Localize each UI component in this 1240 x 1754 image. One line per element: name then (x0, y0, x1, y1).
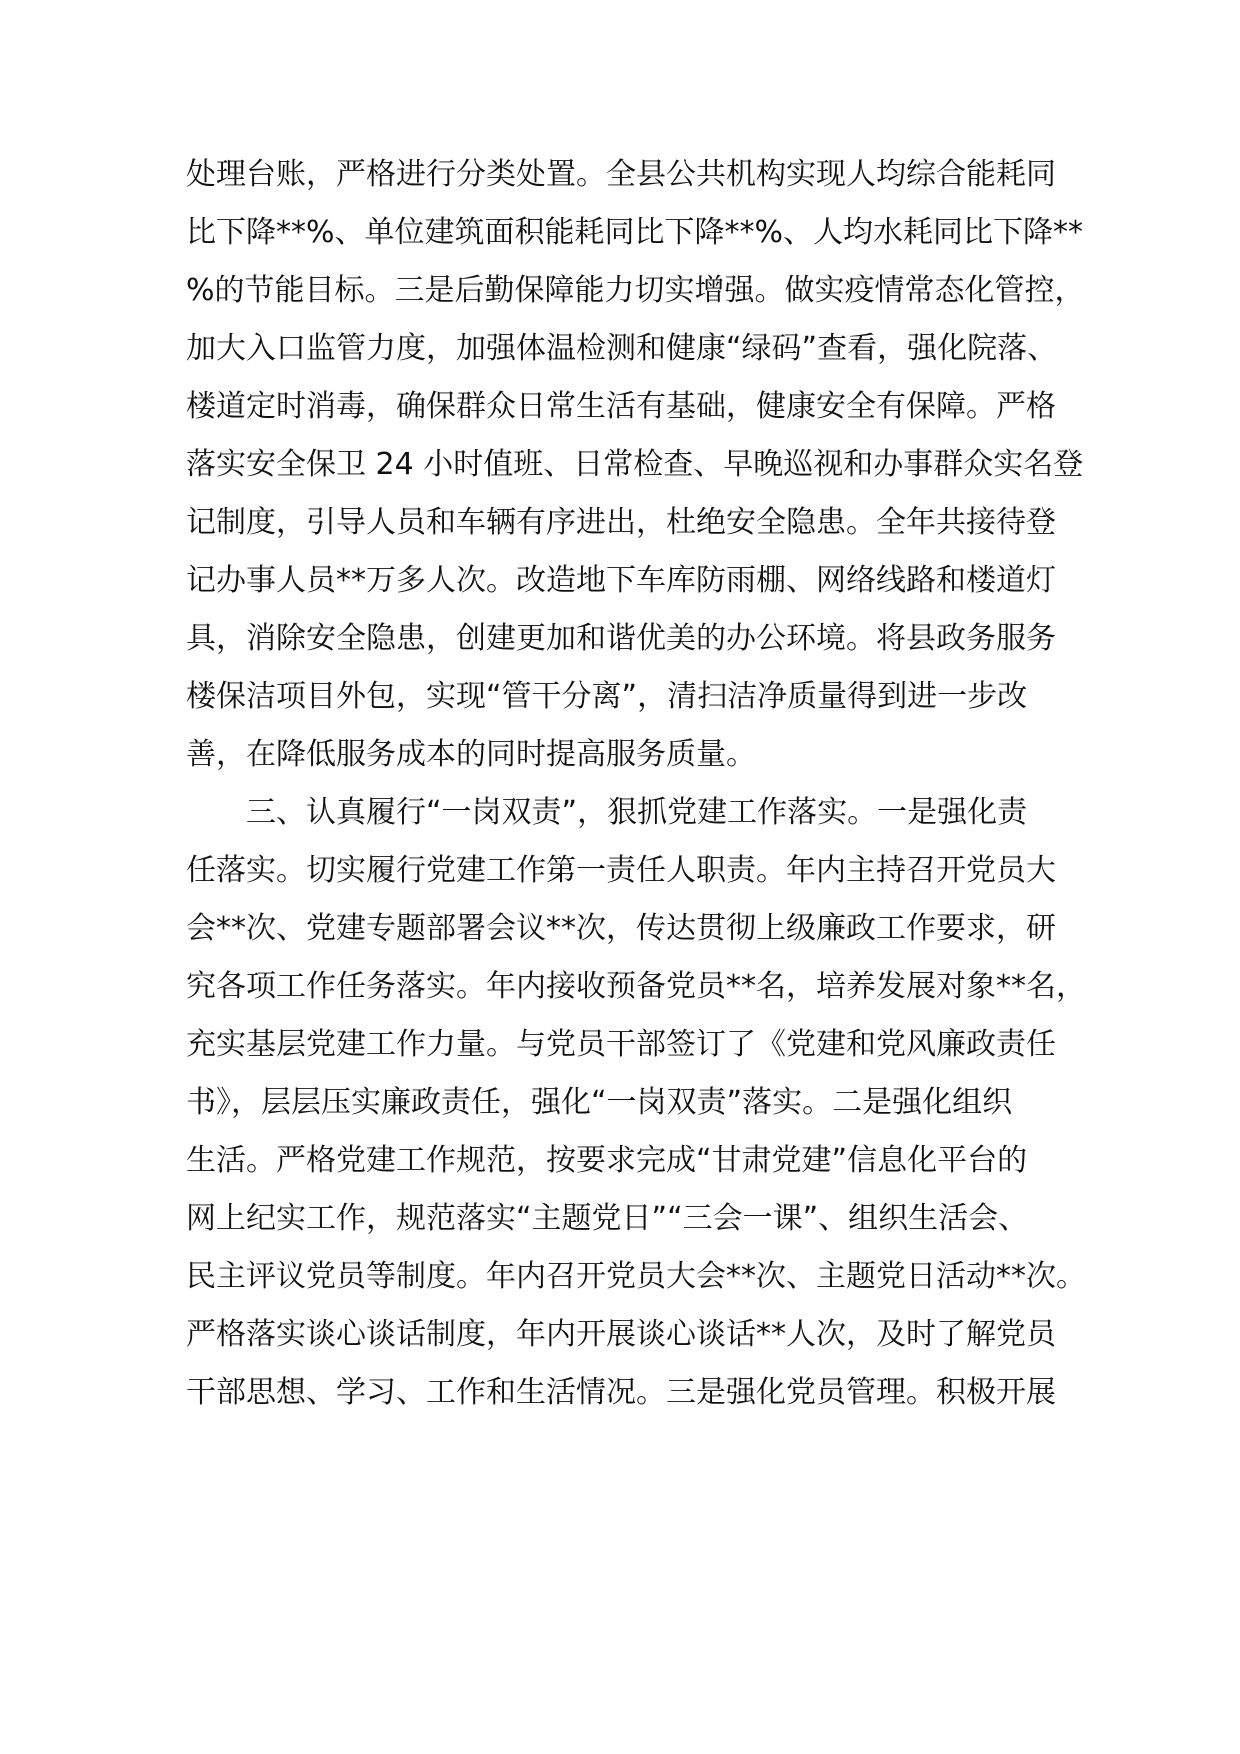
text-line: 干部思想、学习、工作和生活情况。三是强化党员管理。积极开展 (186, 1375, 1056, 1410)
text-line: 具，消除安全隐患，创建更加和谐优美的办公环境。将县政务服务 (186, 621, 1056, 656)
text-line: 记办事人员**万多人次。改造地下车库防雨棚、网络线路和楼道灯 (186, 563, 1056, 598)
text-line: 究各项工作任务落实。年内接收预备党员**名，培养发展对象**名， (186, 969, 1086, 1004)
text-line: 善，在降低服务成本的同时提高服务质量。 (186, 737, 756, 772)
section-heading-line: 三、认真履行“一岗双责”，狠抓党建工作落实。一是强化责 (246, 795, 1028, 830)
text-line: 加大入口监管力度，加强体温检测和健康“绿码”查看，强化院落、 (186, 331, 1058, 366)
text-line: 充实基层党建工作力量。与党员干部签订了《党建和党风廉政责任 (186, 1027, 1056, 1062)
text-line: 处理台账，严格进行分类处置。全县公共机构实现人均综合能耗同 (186, 157, 1056, 192)
text-line: 民主评议党员等制度。年内召开党员大会**次、主题党日活动**次。 (186, 1259, 1086, 1294)
text-line: 楼保洁项目外包，实现“管干分离”，清扫洁净质量得到进一步改 (186, 679, 1028, 714)
text-line: 任落实。切实履行党建工作第一责任人职责。年内主持召开党员大 (186, 853, 1056, 888)
text-line: 楼道定时消毒，确保群众日常生活有基础，健康安全有保障。严格 (186, 389, 1056, 424)
text-line: 严格落实谈心谈话制度，年内开展谈心谈话**人次，及时了解党员 (186, 1317, 1056, 1352)
text-line: 落实安全保卫 24 小时值班、日常检查、早晚巡视和办事群众实名登 (186, 447, 1084, 482)
text-line: 书》，层层压实廉政责任，强化“一岗双责”落实。二是强化组织 (186, 1085, 1013, 1120)
text-line: 会**次、党建专题部署会议**次，传达贯彻上级廉政工作要求，研 (186, 911, 1056, 946)
text-line: 生活。严格党建工作规范，按要求完成“甘肃党建”信息化平台的 (186, 1143, 1028, 1178)
text-line: 记制度，引导人员和车辆有序进出，杜绝安全隐患。全年共接待登 (186, 505, 1056, 540)
text-line: %的节能目标。三是后勤保障能力切实增强。做实疫情常态化管控， (186, 273, 1085, 308)
text-line: 比下降**%、单位建筑面积能耗同比下降**%、人均水耗同比下降** (186, 215, 1084, 250)
text-line: 网上纪实工作，规范落实“主题党日”“三会一课”、组织生活会、 (186, 1201, 1029, 1236)
